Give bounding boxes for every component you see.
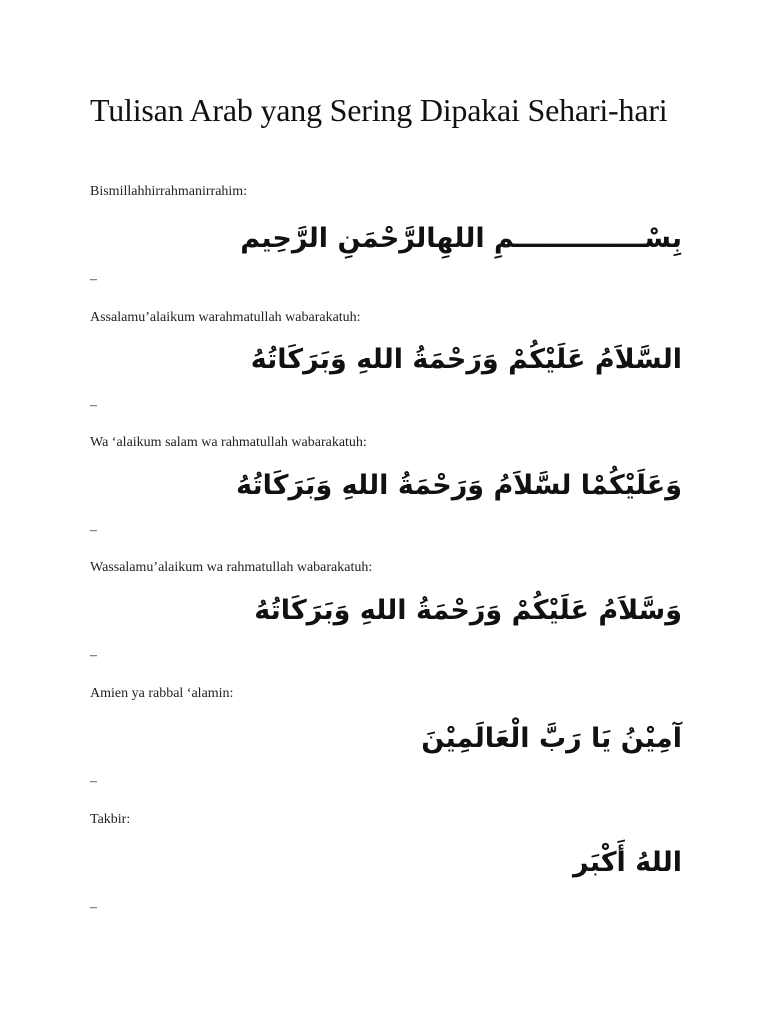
separator: – bbox=[90, 774, 97, 789]
section-label-bismillah: Bismillahhirrahmanirrahim: bbox=[90, 184, 248, 199]
section-label-takbir: Takbir: bbox=[90, 812, 131, 827]
separator: – bbox=[90, 648, 97, 663]
arabic-text-wassalamualaikum: وَسَّلاَمُ عَلَيْكُمْ وَرَحْمَةُ اللهِ وَبَرَكَاتُهُ bbox=[254, 595, 682, 626]
arabic-text-bismillah: بِسْــــــــــــــمِ اللهِالرَّحْمَنِ الرَّحِيم bbox=[240, 223, 682, 254]
arabic-text-waalaikumsalam: وَعَلَيْكُمْا لسَّلاَمُ وَرَحْمَةُ اللهِ وَبَرَكَاتُهُ bbox=[236, 470, 682, 501]
separator: – bbox=[90, 398, 97, 413]
section-label-amien: Amien ya rabbal ‘alamin: bbox=[90, 686, 234, 701]
page-title: Tulisan Arab yang Sering Dipakai Sehari-hari bbox=[90, 92, 668, 128]
separator: – bbox=[90, 523, 97, 538]
arabic-text-amien: آمِيْنُ يَا رَبَّ الْعَالَمِيْنَ bbox=[421, 723, 682, 754]
arabic-text-assalamualaikum: السَّلاَمُ عَلَيْكُمْ وَرَحْمَةُ اللهِ وَبَرَكَاتُهُ bbox=[250, 344, 682, 375]
arabic-text-takbir: اللهُ أَكْبَر bbox=[573, 847, 682, 878]
separator: – bbox=[90, 900, 97, 915]
separator: – bbox=[90, 272, 97, 287]
section-label-waalaikumsalam: Wa ‘alaikum salam wa rahmatullah wabarakatuh: bbox=[90, 435, 367, 450]
section-label-assalamualaikum: Assalamu’alaikum warahmatullah wabarakatuh: bbox=[90, 310, 361, 325]
section-label-wassalamualaikum: Wassalamu’alaikum wa rahmatullah wabarakatuh: bbox=[90, 560, 373, 575]
